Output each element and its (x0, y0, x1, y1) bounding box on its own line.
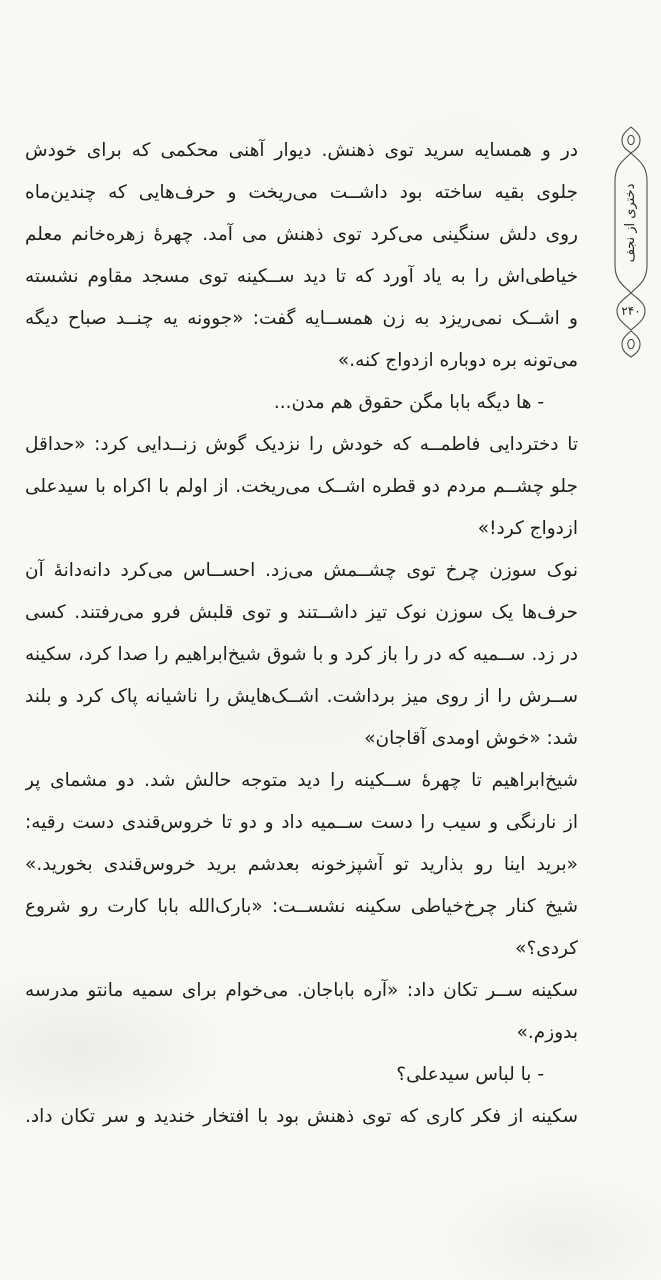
text-line: سکینه ســر تکان داد: «آره باباجان. می‌خوام برای سمیه مانتو مدرسه (25, 980, 578, 1001)
text-line: کردی؟» (515, 938, 578, 959)
text-line: بدوزم.» (516, 1022, 578, 1043)
margin-ornament-top-icon (622, 127, 640, 153)
text-line: - با لباس سیدعلی؟ (396, 1064, 544, 1085)
text-line: جلوی بقیه ساخته بود داشــت می‌ریخت و حرف‌هایی که چندین‌ماه (25, 182, 578, 203)
text-line: نوک سوزن چرخ توی چشــمش می‌زد. احســاس می‌کرد دانه‌دانهٔ آن (25, 560, 578, 581)
text-line: روی دلش سنگینی می‌کرد توی ذهنش می آمد. چهرهٔ زهره‌خانم معلم (25, 224, 578, 245)
text-line: ازدواج کرد!» (477, 518, 578, 539)
text-line: سکینه از فکر کاری که توی ذهنش بود با افتخار خندید و سر تکان داد. (25, 1106, 578, 1127)
text-line: «برید اینا رو بذارید تو آشپزخونه بعدشم برید خروس‌قندی بخورید.» (25, 854, 578, 875)
text-line: تا دختردایی فاطمــه که خودش را نزدیک گوش زنــدایی کرد: «حداقل (25, 434, 578, 455)
text-line: خیاطی‌اش را به یاد آورد که تا دید ســکینه توی مسجد مقاوم نشسته (25, 266, 578, 287)
margin-ornament-bottom-icon (622, 331, 640, 357)
text-line: جلو چشــم مردم دو قطره اشــک می‌ریخت. از اولم با اکراه با سیدعلی (25, 476, 578, 497)
text-line: در و همسایه سرید توی ذهنش. دیوار آهنی محکمی که برای خودش (25, 140, 578, 161)
text-line: و اشــک نمی‌ریزد به زن همســایه گفت: «جوونه یه چنــد صباح دیگه (25, 308, 578, 329)
margin-sidebar (606, 125, 656, 360)
text-line: - ها دیگه بابا مگن حقوق هم مدن... (273, 392, 544, 413)
book-title: دختری از نجف (623, 183, 638, 263)
page-number: ۲۴۰ (621, 304, 641, 318)
page-text (25, 130, 578, 1138)
text-line: شیخ‌ابراهیم تا چهرهٔ ســکینه را دید متوجه حالش شد. دو مشمای پر (25, 770, 578, 791)
text-line: از نارنگی و سیب را دست ســمیه داد و دو تا خروس‌قندی دست رقیه: (25, 812, 578, 833)
text-line: ســرش را از روی میز برداشت. اشــک‌هایش را ناشیانه پاک کرد و بلند (25, 686, 578, 707)
text-line: در زد. ســمیه که در را باز کرد و با شوق شیخ‌ابراهیم را صدا کرد، سکینه (25, 644, 578, 665)
text-line: حرف‌ها یک سوزن نوک تیز داشــتند و توی قلبش فرو می‌رفتند. کسی (25, 602, 578, 623)
text-line: می‌تونه بره دوباره ازدواج کنه.» (337, 350, 578, 371)
text-line: شد: «خوش اومدی آقاجان» (364, 728, 578, 749)
text-line: شیخ کنار چرخ‌خیاطی سکینه نشســت: «بارک‌الله بابا کارت رو شروع (25, 896, 578, 917)
